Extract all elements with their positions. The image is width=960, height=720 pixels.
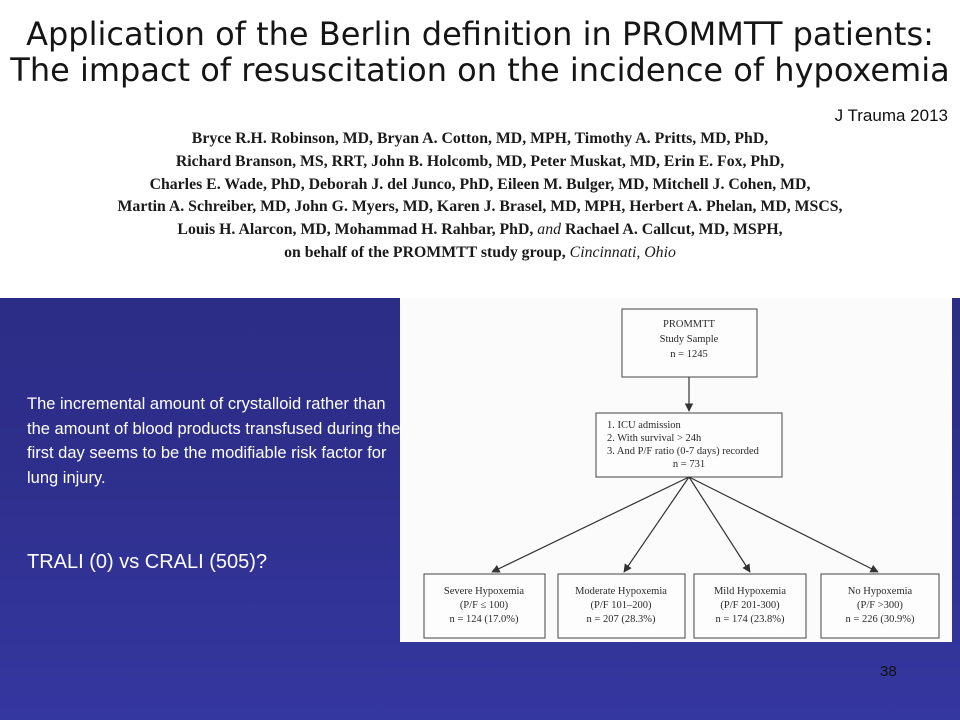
outcome-name: No Hypoxemia [847, 586, 913, 597]
author-conjunction: and [537, 221, 561, 239]
flow-arrow [492, 477, 689, 572]
journal-citation: J Trauma 2013 [834, 106, 948, 125]
criteria-item: 2. With survival > 24h [607, 433, 702, 444]
author-line: Richard Branson, MS, RRT, John B. Holcomb, MD, Peter Muskat, MD, Erin E. Fox, PhD, [175, 152, 785, 170]
study-group: on behalf of the PROMMTT study group, [284, 243, 566, 261]
outcome-count: n = 174 (23.8%) [715, 614, 785, 625]
criteria-count: n = 731 [672, 459, 706, 470]
slide-number: 38 [880, 663, 897, 680]
study-sample-subtitle: Study Sample [659, 334, 719, 345]
outcome-name: Severe Hypoxemia [443, 586, 525, 597]
outcome-range: (P/F >300) [857, 600, 903, 611]
author-line: Bryce R.H. Robinson, MD, Bryan A. Cotton, MD, MPH, Timothy A. Pritts, MD, PhD, [191, 130, 769, 147]
summary-text: The incremental amount of crystalloid rather than the amount of blood products transfused during the first day seems to be the modifiable risk factor for lung injury. [27, 395, 401, 487]
outcome-count: n = 124 (17.0%) [449, 614, 519, 625]
flowchart-figure [400, 298, 952, 642]
study-sample-title: PROMMTT [663, 319, 715, 330]
affiliation: Cincinnati, Ohio [569, 243, 676, 261]
outcome-range: (P/F 101–200) [590, 600, 652, 611]
outcome-name: Mild Hypoxemia [713, 586, 787, 597]
flow-arrow [624, 477, 689, 572]
outcome-count: n = 226 (30.9%) [845, 614, 915, 625]
author-line: Charles E. Wade, PhD, Deborah J. del Junco, PhD, Eileen M. Bulger, MD, Mitchell J. Cohen, MD, [149, 175, 811, 193]
slide-title-line-1: Application of the Berlin definition in PROMMTT patients: [26, 15, 934, 53]
slide-title-line-2: The impact of resuscitation on the incidence of hypoxemia [10, 51, 950, 89]
author-line-text: Louis H. Alarcon, MD, Mohammad H. Rahbar, PhD, [177, 221, 534, 239]
outcome-count: n = 207 (28.3%) [586, 614, 656, 625]
outcome-range: (P/F ≤ 100) [459, 600, 509, 611]
criteria-item: 3. And P/F ratio (0-7 days) recorded [607, 446, 759, 457]
slide-header-area [0, 0, 960, 298]
flow-arrow [689, 477, 878, 572]
author-line: Martin A. Schreiber, MD, John G. Myers, MD, Karen J. Brasel, MD, MPH, Herbert A. Phelan, MD, MSCS, [117, 198, 843, 216]
flow-arrow [689, 477, 750, 572]
author-list [0, 128, 960, 265]
author-last: Rachael A. Callcut, MD, MSPH, [564, 221, 783, 239]
outcome-name: Moderate Hypoxemia [575, 586, 667, 597]
study-group-line [0, 242, 960, 265]
study-sample-count: n = 1245 [670, 349, 708, 360]
outcome-range: (P/F 201-300) [720, 600, 780, 611]
question-text: TRALI (0) vs CRALI (505)? [27, 551, 268, 573]
author-line [0, 219, 960, 242]
flowchart-svg [400, 298, 952, 642]
criteria-item: 1. ICU admission [607, 420, 681, 431]
